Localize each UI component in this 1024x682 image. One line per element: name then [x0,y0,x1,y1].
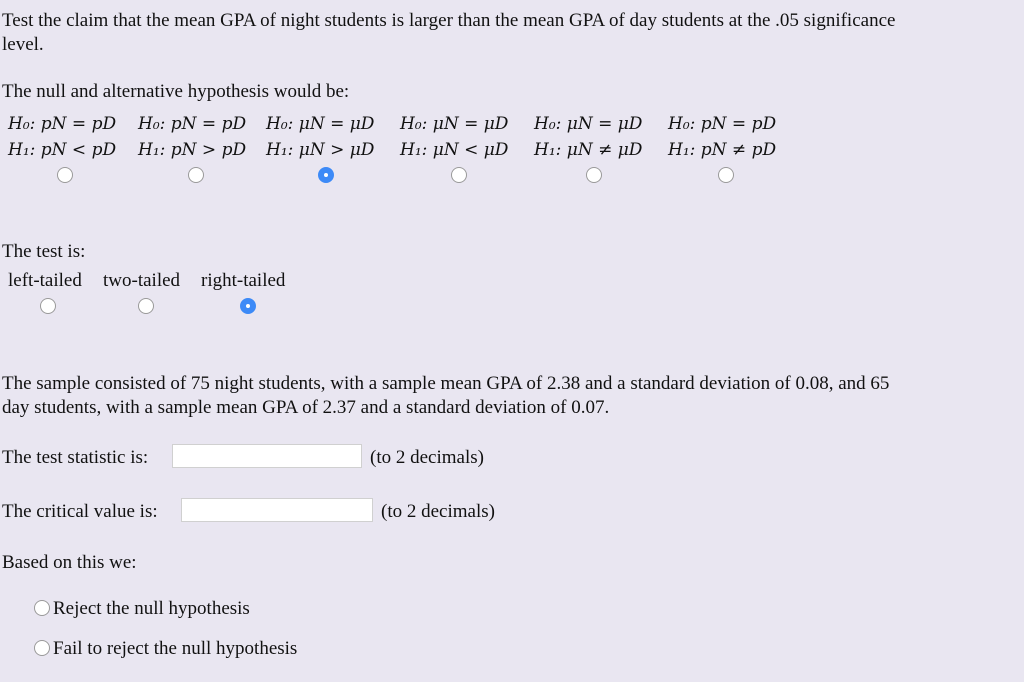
decision-label: Based on this we: [2,552,137,573]
hypothesis-option-1-h0: H₀: pN = pD [8,114,117,134]
critical-value-label: The critical value is: [2,501,158,522]
tail-option-two-label: two-tailed [103,270,181,291]
decision-radio-fail[interactable] [34,640,50,656]
hypothesis-option-4-h0: H₀: μN = μD [400,114,509,134]
hypothesis-option-3-h1: H₁: μN > μD [266,140,375,160]
hypothesis-radio-3[interactable] [318,167,334,183]
critical-value-input[interactable] [181,498,373,522]
hypothesis-option-2-h1: H₁: pN > pD [138,140,247,160]
question-text-line2: level. [2,34,44,55]
decision-radio-reject[interactable] [34,600,50,616]
hypothesis-radio-5[interactable] [586,167,602,183]
hypothesis-radio-1[interactable] [57,167,73,183]
hypothesis-label: The null and alternative hypothesis would be: [2,81,350,102]
decision-option-fail-label: Fail to reject the null hypothesis [53,638,298,659]
hypothesis-radio-6[interactable] [718,167,734,183]
tail-radio-right[interactable] [240,298,256,314]
test-statistic-hint: (to 2 decimals) [370,447,484,468]
hypothesis-option-4-h1: H₁: μN < μD [400,140,509,160]
tail-radio-two[interactable] [138,298,154,314]
hypothesis-option-6-h0: H₀: pN = pD [668,114,777,134]
decision-option-reject-label: Reject the null hypothesis [53,598,250,619]
test-statistic-label: The test statistic is: [2,447,149,468]
critical-value-hint: (to 2 decimals) [381,501,495,522]
question-text-line1: Test the claim that the mean GPA of night students is larger than the mean GPA of day students at the .05 significance [2,10,896,31]
sample-text-line1: The sample consisted of 75 night students, with a sample mean GPA of 2.38 and a standard deviation of 0.08, and 65 [2,373,890,394]
test-label: The test is: [2,241,86,262]
hypothesis-radio-4[interactable] [451,167,467,183]
tail-option-left-label: left-tailed [8,270,82,291]
hypothesis-option-5-h0: H₀: μN = μD [534,114,643,134]
sample-text-line2: day students, with a sample mean GPA of 2.37 and a standard deviation of 0.07. [2,397,610,418]
tail-radio-left[interactable] [40,298,56,314]
test-statistic-input[interactable] [172,444,362,468]
hypothesis-option-5-h1: H₁: μN ≠ μD [534,140,643,160]
hypothesis-option-3-h0: H₀: μN = μD [266,114,375,134]
hypothesis-radio-2[interactable] [188,167,204,183]
hypothesis-option-6-h1: H₁: pN ≠ pD [668,140,777,160]
hypothesis-option-1-h1: H₁: pN < pD [8,140,117,160]
hypothesis-option-2-h0: H₀: pN = pD [138,114,247,134]
tail-option-right-label: right-tailed [201,270,286,291]
